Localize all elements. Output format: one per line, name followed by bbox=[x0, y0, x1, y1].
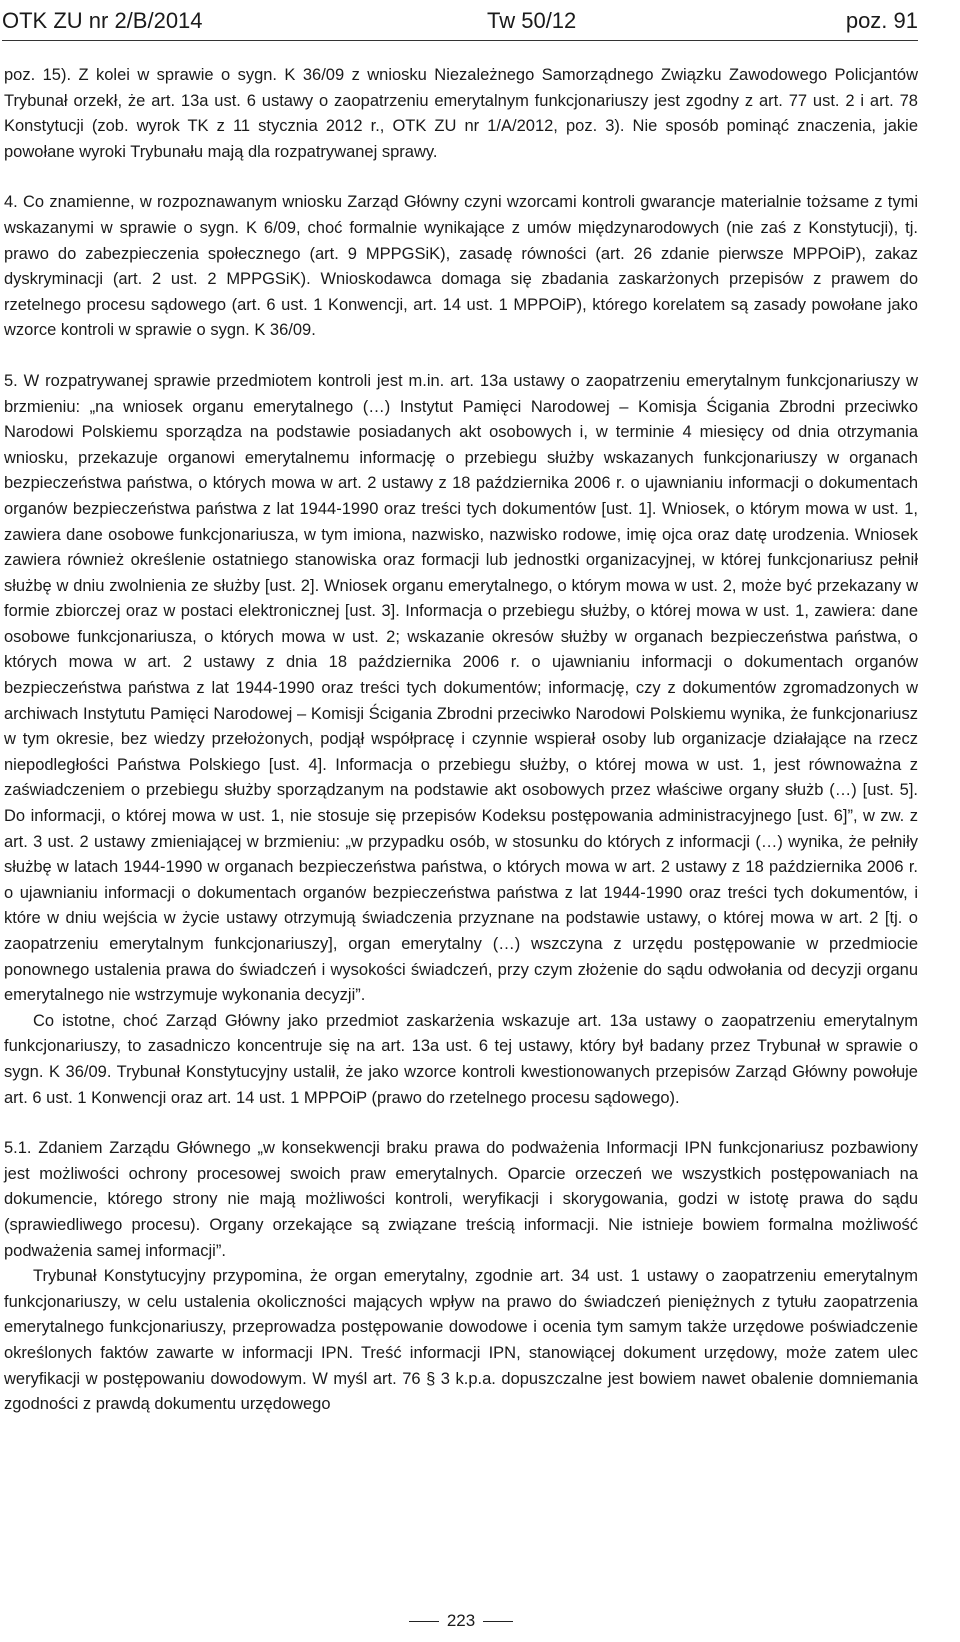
case-signature: Tw 50/12 bbox=[487, 8, 577, 33]
journal-reference: OTK ZU nr 2/B/2014 bbox=[2, 8, 203, 33]
running-header bbox=[2, 6, 918, 41]
position-number: poz. 91 bbox=[845, 8, 918, 33]
paragraph: poz. 15). Z kolei w sprawie o sygn. K 36/09 z wniosku Niezależnego Samorządnego Związku Zawodowego Policjantów Trybunał orzekł, że art. 13a ust. 6 ustawy o zaopatrzeniu emerytalnym funkcjonariuszy jest zgodny z art. 77 ust. 2 i art. 78 Konstytucji (zob. wyrok TK z 11 stycznia 2012 r., OTK ZU nr 1/A/2012, poz. 3). Nie sposób pominąć znaczenia, jakie powołane wyroki Trybunału mają dla rozpatrywanej sprawy. bbox=[4, 66, 918, 161]
paragraph: Co istotne, choć Zarząd Główny jako przedmiot zaskarżenia wskazuje art. 13a ustawy o zaopatrzeniu emerytalnym funkcjonariuszy, to zasadniczo koncentruje się na art. 13a ust. 6 tej ustawy, który był badany przez Trybunał w sprawie o sygn. K 36/09. Trybunał Konstytucyjny ustalił, że jako wzorce kontroli kwestionowanych przepisów Zarząd Główny powołuje art. 6 ust. 1 Konwencji oraz art. 14 ust. 1 MPPOiP (prawo do rzetelnego procesu sądowego). bbox=[4, 1011, 918, 1107]
page-footer bbox=[0, 1610, 922, 1632]
footer-dash bbox=[483, 1621, 513, 1622]
paragraph: Trybunał Konstytucyjny przypomina, że organ emerytalny, zgodnie art. 34 ust. 1 ustawy o zaopatrzeniu emerytalnym funkcjonariuszy, w celu ustalenia okoliczności mających wpływ na prawo do świadczeń pieniężnych z tytułu zaopatrzenia emerytalnego funkcjonariuszy, przeprowadza postępowanie dowodowe i ocenia tym samym także urzędowe poświadczenie określonych faktów zawarte w informacji IPN. Treść informacji IPN, stanowiącej dokument urzędowy, może zatem ulec weryfikacji w postępowaniu dowodowym. W myśl art. 76 § 3 k.p.a. dopuszczalne jest bowiem nawet obalenie domniemania zgodności z prawdą dokumentu urzędowego bbox=[4, 1267, 918, 1414]
paragraph: 5. W rozpatrywanej sprawie przedmiotem kontroli jest m.in. art. 13a ustawy o zaopatrzeniu emerytalnym funkcjonariuszy w brzmieniu: „na wniosek organu emerytalnego (…) Instytut Pamięci Narodowej – Komisja Ścigania Zbrodni przeciwko Narodowi Polskiemu sporządza na podstawie posiadanych akt osobowych i, w terminie 4 miesięcy od dnia otrzymania wniosku, przekazuje organowi emerytalnemu informację o przebiegu służby wskazanych funkcjonariuszy w organach bezpieczeństwa państwa, o których mowa w art. 2 ustawy z 18 października 2006 r. o ujawnianiu informacji o dokumentach organów bezpieczeństwa państwa z lat 1944-1990 oraz treści tych dokumentów [ust. 1]. Wniosek, o którym mowa w ust. 1, zawiera dane osobowe funkcjonariusza, w tym imiona, nazwisko, nazwisko rodowe, imię ojca oraz datę urodzenia. Wniosek zawiera również określenie ostatniego stanowiska oraz formacji lub jednostki organizacyjnej, w której funkcjonariusz pełnił służbę w dniu zwolnienia ze służby [ust. 2]. Wniosek organu emerytalnego, o którym mowa w ust. 2, może być przekazany w formie zbiorczej oraz w postaci elektronicznej [ust. 3]. Informacja o przebiegu służby, o której mowa w ust. 1, zawiera: dane osobowe funkcjonariusza, o których mowa w ust. 2; wskazanie okresów służby w organach bezpieczeństwa państwa, o których mowa w art. 2 ustawy z dnia 18 października 2006 r. o ujawnianiu informacji o dokumentach organów bezpieczeństwa państwa z lat 1944-1990 oraz treści tych dokumentów; informację, czy z dokumentów zgromadzonych w archiwach Instytutu Pamięci Narodowej – Komisji Ścigania Zbrodni przeciwko Narodowi Polskiemu wynika, że funkcjonariusz w tym okresie, bez wiedzy przełożonych, podjął współpracę i czynnie wspierał osoby lub organizacje działające na rzecz niepodległości Państwa Polskiego [ust. 4]. Informacja o przebiegu służby, o której mowa w ust. 1, jest równoważna z zaświadczeniem o przebiegu służby sporządzanym na podstawie akt osobowych przez właściwe organy służb (…) [ust. 5]. Do informacji, o której mowa w ust. 1, nie stosuje się przepisów Kodeksu postępowania administracyjnego [ust. 6]”, w zw. z art. 3 ust. 2 ustawy zmieniającej w brzmieniu: „w przypadku osób, w stosunku do których z informacji (…) wynika, że pełniły służbę w latach 1944-1990 w organach bezpieczeństwa państwa, o których mowa w art. 2 ustawy z 18 października 2006 r. o ujawnianiu informacji o dokumentach organów bezpieczeństwa państwa z lat 1944-1990 oraz treści tych dokumentów, i które w dniu wejścia w życie ustawy otrzymują świadczenia przyznane na podstawie ustawy, o której mowa w art. 2 [tj. o zaopatrzeniu emerytalnym funkcjonariuszy], organ emerytalny (…) wszczyna z urzędu postępowanie w przedmiocie ponownego ustalenia prawa do świadczeń i wysokości świadczeń, przy czym złożenie do sądu odwołania od decyzji organu emerytalnego nie wstrzymuje wykonania decyzji”. bbox=[4, 371, 918, 1005]
page-number: 223 bbox=[446, 1611, 476, 1630]
paragraph: 5.1. Zdaniem Zarządu Głównego „w konsekwencji braku prawa do podważenia Informacji IPN funkcjonariusz pozbawiony jest możliwości ochrony procesowej swoich praw emerytalnych. Oparcie orzeczeń we wszystkich postępowaniach na dokumencie, którego strony nie mają możliwości kontroli, weryfikacji i skorygowania, godzi w istotę prawa do sądu (sprawiedliwego procesu). Organy orzekające są związane treścią informacji. Nie istnieje bowiem formalna możliwość podważenia samej informacji”. bbox=[4, 1139, 918, 1260]
footer-dash bbox=[409, 1621, 439, 1622]
paragraph: 4. Co znamienne, w rozpoznawanym wniosku Zarząd Główny czyni wzorcami kontroli gwarancje materialnie tożsame z tymi wskazanymi w sprawie o sygn. K 6/09, choć formalnie wynikające z umów międzynarodowych (nie zaś z Konstytucji), tj. prawo do zabezpieczenia społecznego (art. 9 MPPGSiK), zasadę równości (art. 26 zdanie pierwsze MPPOiP), zakaz dyskryminacji (art. 2 ust. 2 MPPGSiK). Wnioskodawca domaga się zbadania zaskarżonych przepisów z prawem do rzetelnego procesu sądowego (art. 6 ust. 1 Konwencji, art. 14 ust. 1 MPPOiP), którego korelatem są zasady powołane jako wzorce kontroli w sprawie o sygn. K 36/09. bbox=[4, 193, 918, 340]
document-body bbox=[4, 63, 918, 1418]
